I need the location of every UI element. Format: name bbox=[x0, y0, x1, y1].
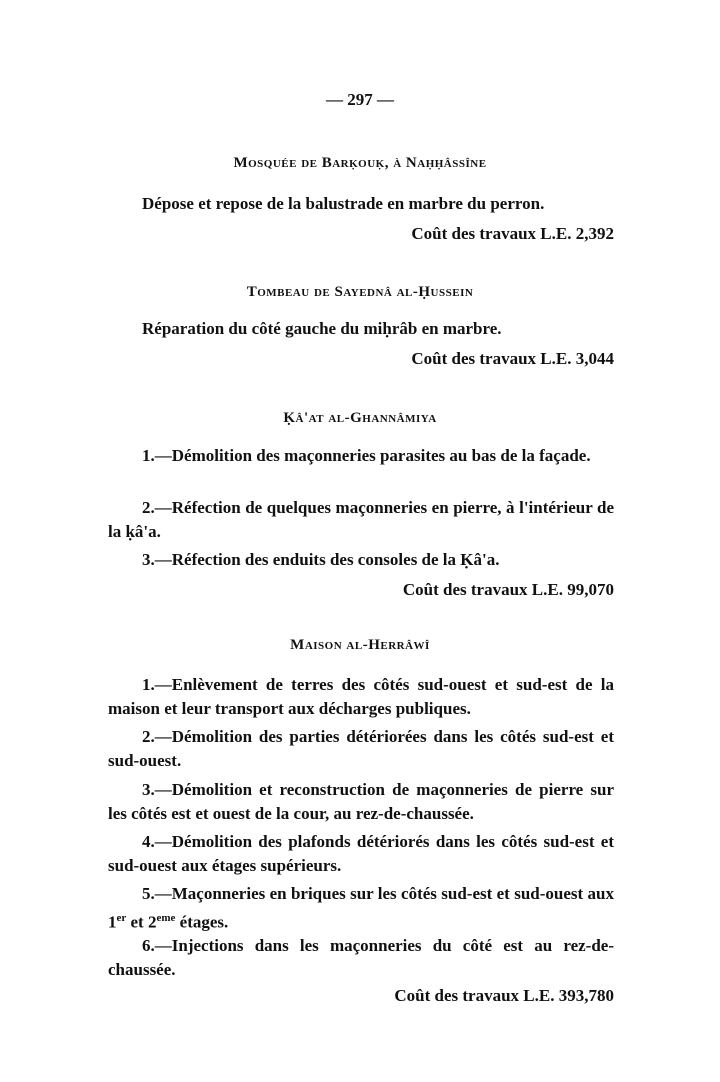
section-title: Ḳâ'at al-Ghannâmiya bbox=[283, 410, 437, 426]
section-item bbox=[108, 192, 614, 216]
section-item: 6.—Injections dans les maçonneries du côté est au rez-de-chaussée. bbox=[108, 936, 614, 979]
section-item: 4.—Démolition des plafonds détériorés dans les côtés sud-est et sud-ouest aux étages supérieurs. bbox=[108, 832, 614, 875]
cost-line: Coût des travaux L.E. 3,044 bbox=[411, 349, 614, 368]
section-title: Maison al-Herrâwî bbox=[290, 637, 430, 653]
section-item: 3.—Réfection des enduits des consoles de la Ḳâ'a. bbox=[142, 550, 500, 569]
section-item: 2.—Démolition des parties détériorées dans les côtés sud-est et sud-ouest. bbox=[108, 727, 614, 770]
section-title: Tombeau de Sayednâ al-Ḥussein bbox=[246, 284, 474, 300]
section-title: Mosquée de Barḳouḳ, à Naḥḥâssîne bbox=[233, 155, 487, 171]
section-item bbox=[108, 317, 614, 341]
section-item: 5.—Maçonneries en briques sur les côtés sud-est et sud-ouest aux 1er et 2eme étages. bbox=[108, 884, 614, 932]
cost-line: Coût des travaux L.E. 99,070 bbox=[402, 580, 614, 599]
item-text: Dépose et repose de la balustrade en marbre du perron. bbox=[142, 194, 545, 213]
section-item: 1.—Enlèvement de terres des côtés sud-ouest et sud-est de la maison et leur transport aux décharges publiques. bbox=[108, 675, 614, 718]
item-text: Réparation du côté gauche du miḥrâb en marbre. bbox=[142, 319, 502, 338]
section-item: 1.—Démolition des maçonneries parasites au bas de la façade. bbox=[142, 446, 591, 465]
page-number: — 297 — bbox=[326, 90, 394, 109]
section-item: 2.—Réfection de quelques maçonneries en pierre, à l'intérieur de la ḳâ'a. bbox=[108, 498, 614, 541]
section-item: 3.—Démolition et reconstruction de maçonneries de pierre sur les côtés est et ouest de la cour, au rez-de-chaussée. bbox=[108, 780, 614, 823]
cost-line: Coût des travaux L.E. 2,392 bbox=[411, 224, 614, 243]
cost-line: Coût des travaux L.E. 393,780 bbox=[394, 986, 614, 1005]
